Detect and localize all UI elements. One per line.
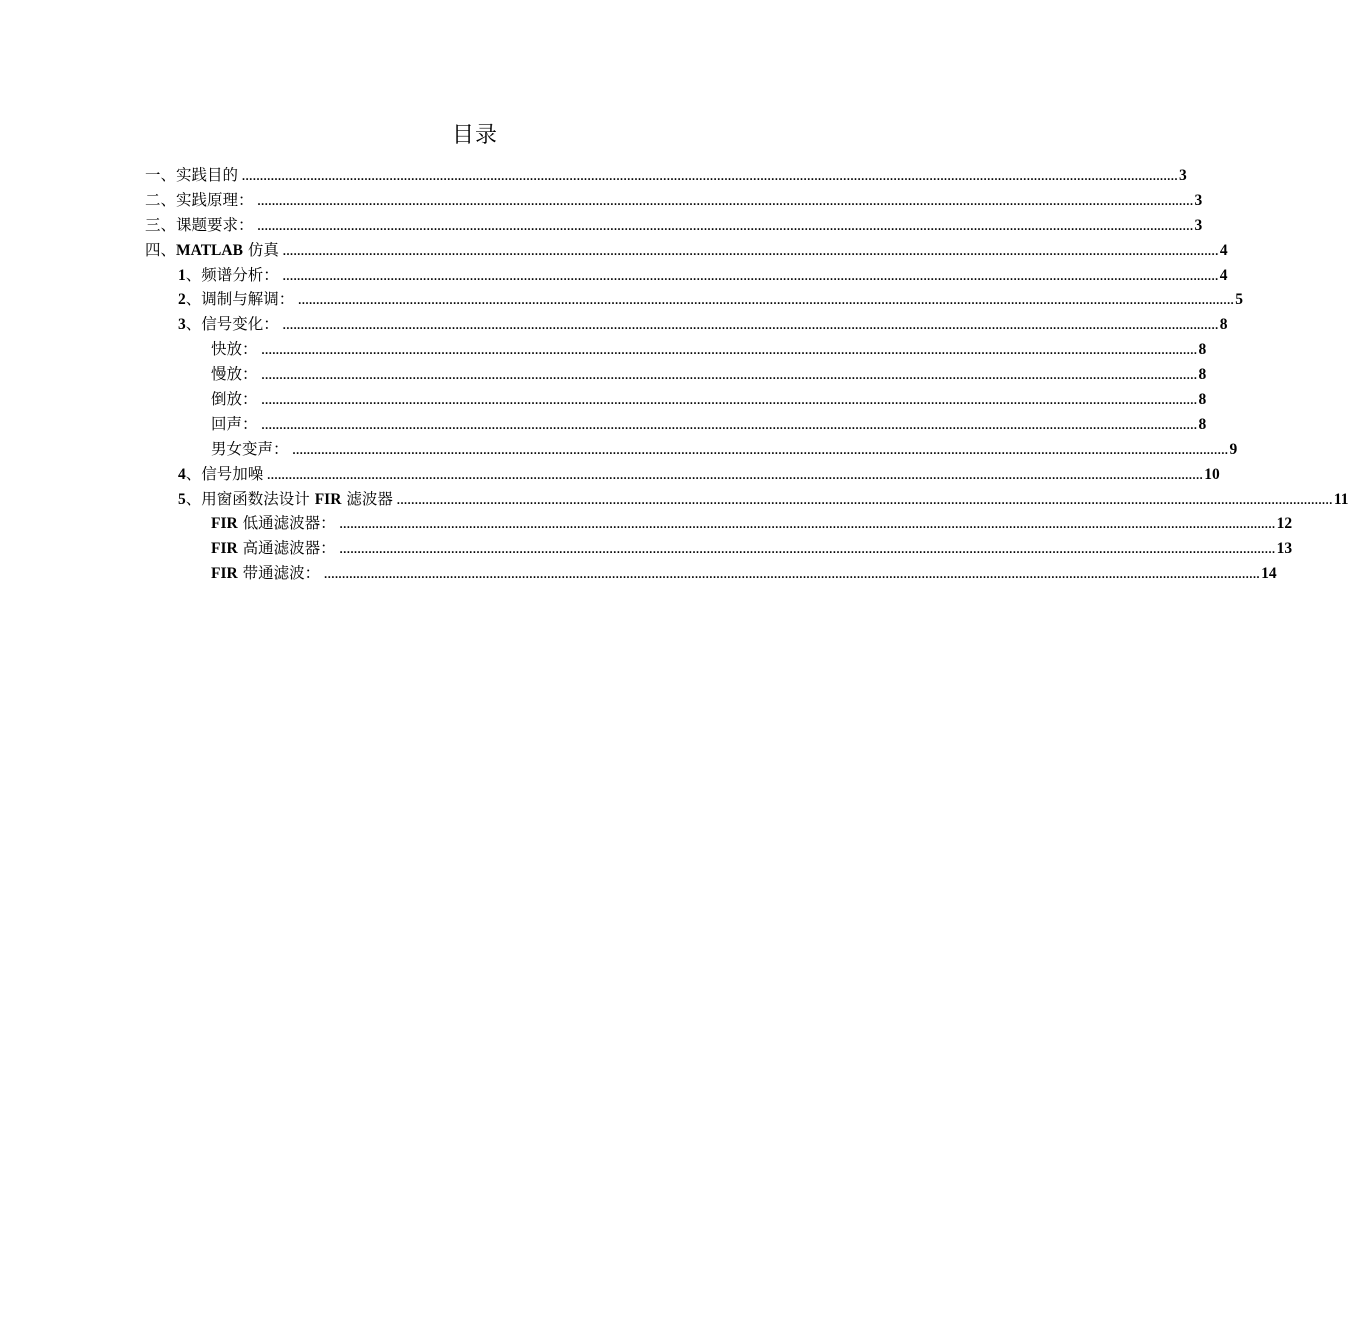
toc-entry-text: 二 [145, 190, 161, 209]
toc-entry-bold-text: MATLAB [176, 241, 243, 259]
toc-page-number: 8 [1198, 366, 1207, 384]
toc-entry-label [178, 312, 279, 334]
toc-list [145, 163, 1349, 586]
toc-entry-label [211, 511, 336, 533]
toc-entry-text: 用窗函数法设计 [201, 489, 315, 508]
toc-entry-label [211, 337, 258, 359]
toc-entry-text: 倒放： [211, 390, 258, 409]
toc-entry-label [178, 487, 393, 509]
toc-title: 目录 [451, 123, 498, 148]
toc-entry-text: 、 [185, 489, 202, 508]
toc-entry-text: 高通滤波器： [237, 539, 336, 558]
toc-dot-leader: .................................................................................................................................................................................................................................................................... [261, 343, 1198, 358]
toc-page-number: 9 [1229, 440, 1238, 458]
toc-entry[interactable] [145, 462, 1220, 487]
toc-entry-text: 、 [160, 166, 177, 184]
toc-entry[interactable] [145, 188, 1203, 213]
toc-entry-text: 一 [145, 166, 161, 184]
toc-entry-bold-text: 1 [178, 266, 186, 284]
toc-dot-leader: .................................................................................................................................................................................................................................................................... [257, 218, 1194, 233]
toc-entry-text: 、 [160, 190, 177, 209]
toc-dot-leader: .................................................................................................................................................................................................................................................................... [324, 567, 1261, 582]
toc-entry-text: 快放： [211, 340, 258, 359]
toc-dot-leader: .................................................................................................................................................................................................................................................................... [267, 467, 1204, 482]
toc-page-number: 8 [1198, 391, 1207, 409]
toc-dot-leader: .................................................................................................................................................................................................................................................................... [298, 293, 1235, 308]
toc-dot-leader: .................................................................................................................................................................................................................................................................... [282, 318, 1219, 333]
toc-entry-text: 滤波器 [341, 489, 393, 508]
toc-page-number: 8 [1198, 415, 1207, 433]
toc-page-number: 4 [1219, 266, 1228, 284]
toc-dot-leader: .................................................................................................................................................................................................................................................................... [261, 417, 1198, 432]
toc-entry-label [145, 188, 254, 210]
toc-entry-label [211, 362, 258, 384]
toc-page-number: 14 [1261, 565, 1277, 583]
toc-entry-text: 带通滤波： [237, 564, 321, 583]
toc-dot-leader: .................................................................................................................................................................................................................................................................... [257, 193, 1194, 208]
toc-entry-text: 课题要求： [176, 215, 254, 234]
toc-entry-text: 调制与解调： [201, 290, 295, 309]
toc-entry[interactable] [145, 412, 1207, 437]
toc-entry-text: 回声： [211, 414, 258, 433]
toc-entry-bold-text: FIR [314, 490, 342, 508]
toc-entry-text: 慢放： [211, 365, 258, 384]
toc-entry-label [145, 213, 254, 235]
toc-entry[interactable] [145, 337, 1207, 362]
toc-entry[interactable] [145, 238, 1228, 263]
toc-entry-bold-text: 5 [178, 490, 186, 508]
toc-page-number: 10 [1204, 465, 1220, 483]
toc-entry-label [211, 561, 320, 583]
toc-entry[interactable] [145, 487, 1349, 512]
toc-entry-text: 信号加噪 [201, 464, 264, 483]
toc-page-number: 3 [1179, 167, 1187, 184]
toc-dot-leader: .................................................................................................................................................................................................................................................................... [282, 268, 1219, 283]
toc-entry-label [145, 238, 279, 260]
toc-entry-text: 、 [185, 315, 202, 334]
toc-dot-leader: .................................................................................................................................................................................................................................................................... [261, 368, 1198, 383]
toc-entry-label [211, 387, 258, 409]
toc-entry-text: 四 [145, 240, 161, 259]
toc-entry-text: 、 [160, 215, 177, 234]
toc-entry-text: 实践目的 [176, 166, 239, 184]
toc-entry-text: 、 [185, 265, 202, 284]
toc-entry[interactable] [145, 263, 1228, 288]
toc-entry-text: 、 [185, 290, 202, 309]
toc-entry[interactable] [145, 561, 1277, 586]
toc-entry-label [211, 437, 289, 459]
toc-entry-bold-text: FIR [211, 540, 238, 558]
toc-entry[interactable] [145, 387, 1207, 412]
toc-entry-text: 三 [145, 215, 161, 234]
toc-entry[interactable] [145, 362, 1207, 387]
toc-page-number: 3 [1194, 216, 1203, 234]
toc-dot-leader: .................................................................................................................................................................................................................................................................... [339, 542, 1276, 557]
toc-entry-label [178, 287, 294, 309]
toc-entry[interactable] [145, 511, 1293, 536]
toc-entry-bold-text: 3 [178, 316, 186, 334]
toc-page-number: 8 [1198, 341, 1207, 359]
toc-entry[interactable] [145, 312, 1228, 337]
toc-entry-text: 频谱分析： [201, 265, 279, 284]
toc-entry-bold-text: FIR [211, 515, 238, 533]
toc-dot-leader: .................................................................................................................................................................................................................................................................... [339, 517, 1276, 532]
toc-page-number: 12 [1276, 515, 1293, 533]
toc-entry-text: 实践原理： [176, 190, 254, 209]
toc-entry-label [145, 163, 238, 185]
toc-entry-text: 、 [160, 240, 177, 259]
toc-page-number: 13 [1276, 540, 1293, 558]
toc-dot-leader: .................................................................................................................................................................................................................................................................... [242, 169, 1179, 183]
toc-dot-leader: .................................................................................................................................................................................................................................................................... [396, 492, 1333, 507]
toc-entry-label [211, 412, 258, 434]
toc-entry-label [178, 263, 279, 285]
toc-entry[interactable] [145, 213, 1203, 238]
toc-entry-bold-text: FIR [211, 565, 238, 583]
toc-entry[interactable] [145, 437, 1238, 462]
toc-entry-label [178, 462, 263, 484]
toc-entry[interactable] [145, 287, 1244, 312]
toc-page-number: 11 [1333, 490, 1349, 508]
toc-page-number: 4 [1219, 241, 1228, 259]
toc-page-number: 3 [1194, 191, 1203, 209]
toc-entry-bold-text: 4 [178, 465, 186, 483]
toc-entry-text: 信号变化： [201, 315, 279, 334]
toc-entry-text: 仿真 [242, 240, 279, 259]
toc-entry-text: 男女变声： [211, 439, 289, 458]
toc-page-number: 8 [1219, 316, 1228, 334]
toc-dot-leader: .................................................................................................................................................................................................................................................................... [261, 393, 1198, 408]
toc-entry[interactable] [145, 536, 1293, 561]
toc-entry-text: 、 [185, 464, 202, 483]
toc-dot-leader: .................................................................................................................................................................................................................................................................... [282, 243, 1219, 258]
toc-entry-text: 低通滤波器： [237, 514, 336, 533]
toc-page-number: 5 [1235, 291, 1244, 309]
toc-entry-bold-text: 2 [178, 291, 186, 309]
toc-dot-leader: .................................................................................................................................................................................................................................................................... [292, 442, 1229, 457]
toc-entry-label [211, 536, 336, 558]
toc-entry[interactable] [145, 163, 1187, 188]
